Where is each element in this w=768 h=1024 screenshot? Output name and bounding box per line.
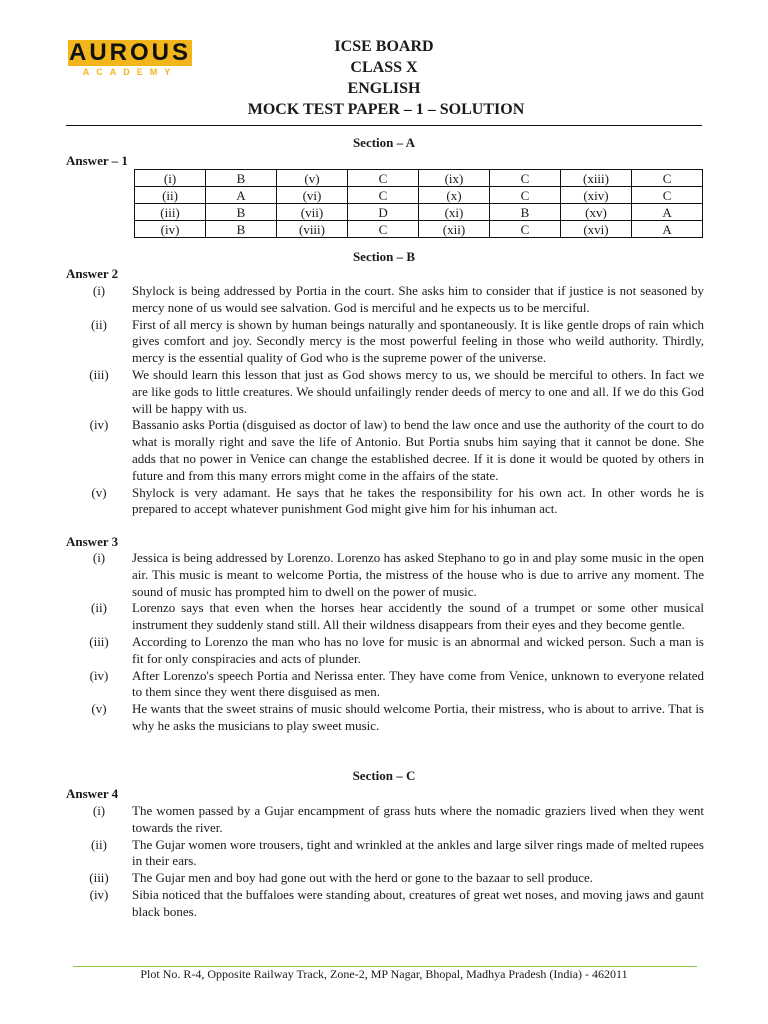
question-number-cell: (xii): [418, 221, 489, 238]
item-number: (v): [91, 701, 107, 717]
item-number: (iii): [89, 633, 109, 649]
answer-option-cell: C: [490, 221, 561, 238]
document-header: [0, 36, 768, 120]
answer-item: [66, 283, 704, 317]
answer-2-list: [66, 283, 704, 518]
question-number-cell: (xvi): [560, 221, 631, 238]
answer-option-cell: B: [490, 204, 561, 221]
header-divider: [66, 125, 702, 126]
answer-2-label: Answer 2: [66, 266, 119, 281]
item-text: He wants that the sweet strains of music should welcome Portia, their mistress, who is about to arrive. That is why he asks the musicians to play sweet music.: [132, 701, 704, 733]
answer-4-list: [66, 803, 704, 921]
item-text: Sibia noticed that the buffaloes were standing about, creatures of great wet noses, and moving jaws and gaunt black bones.: [132, 886, 704, 919]
answer-table-row: [135, 187, 703, 204]
item-number: (v): [91, 484, 107, 500]
answer-3-label: Answer 3: [66, 534, 119, 549]
answer-option-cell: C: [632, 170, 703, 187]
answer-option-cell: C: [490, 187, 561, 204]
item-text: The Gujar women wore trousers, tight and wrinkled at the ankles and large silver rings made of melted rupees in their ears.: [132, 836, 704, 869]
item-text: The Gujar men and boy had gone out with the herd or gone to the bazaar to sell produce.: [132, 870, 593, 886]
logo-subtitle: ACADEMY: [68, 66, 192, 78]
item-number: (i): [92, 550, 106, 565]
answer-option-cell: A: [206, 187, 277, 204]
answer-item: [66, 668, 704, 702]
item-number: (ii): [91, 600, 107, 616]
question-number-cell: (viii): [276, 221, 347, 238]
answer-item: [66, 870, 704, 887]
answer-option-cell: D: [348, 204, 419, 221]
logo-wordmark: AUROUS: [68, 39, 191, 66]
question-number-cell: (i): [135, 170, 206, 187]
item-text: Lorenzo says that even when the horses hear accidently the sound of a trumpet or some other musical instrument they suddenly stand still. All their wildness disappears from their eyes and they become gentle.: [132, 600, 704, 633]
item-text: The women passed by a Gujar encampment of grass huts where the nomadic graziers lived when they went towards the river.: [132, 803, 704, 835]
item-text: We should learn this lesson that just as God shows mercy to us, we should be merciful to others. In fact we are like gods to little creatures. We should unfailingly render deeds of mercy to one and all. If we do this God will be happy with us.: [132, 366, 704, 416]
item-number: (iv): [89, 886, 109, 902]
paper-title: MOCK TEST PAPER – 1 – SOLUTION: [247, 101, 525, 118]
question-number-cell: (xi): [418, 204, 489, 221]
question-number-cell: (iii): [135, 204, 206, 221]
question-number-cell: (xiv): [560, 187, 631, 204]
answer-table-row: [135, 204, 703, 221]
answer-item: [66, 600, 704, 634]
answer-item: [66, 417, 704, 484]
footer-address: Plot No. R-4, Opposite Railway Track, Zone-2, MP Nagar, Bhopal, Madhya Pradesh (India) - 462011: [140, 967, 628, 981]
item-number: (i): [92, 803, 106, 818]
subject-title: ENGLISH: [347, 80, 421, 97]
board-title: ICSE BOARD: [334, 38, 434, 55]
answer-table-row: [135, 170, 703, 187]
answer-option-cell: B: [206, 221, 277, 238]
item-text: Bassanio asks Portia (disguised as doctor of law) to bend the law once and use the authority of the court to do what is morally right and save the life of Antonio. But Portia snubs him saying that it cannot be done. She adds that no power in Venice can change the established decree. If it is done it would be quoted by others in future and from this many errors might come in the affairs of the state.: [132, 417, 704, 483]
answer-3-list: [66, 550, 704, 735]
answer-item: [66, 367, 704, 417]
section-c-title: Section – C: [352, 768, 416, 783]
item-number: (ii): [91, 836, 107, 852]
answer-item: [66, 317, 704, 367]
item-text: Shylock is very adamant. He says that he takes the responsibility for his own act. In other words he is prepared to accept whatever punishment God might give him for his inhuman act.: [132, 484, 704, 517]
item-number: (iv): [89, 667, 109, 683]
item-number: (iii): [89, 870, 109, 886]
answer-item: [66, 634, 704, 668]
answer-4-label: Answer 4: [66, 786, 119, 801]
item-text: Shylock is being addressed by Portia in the court. She asks him to consider that if justice is not seasoned by mercy none of us would see salvation. God is merciful and he expects us to be merciful.: [132, 283, 704, 315]
question-number-cell: (ii): [135, 187, 206, 204]
answer-1-label: Answer – 1: [66, 153, 128, 168]
answer-item: [66, 803, 704, 837]
item-number: (i): [92, 283, 106, 298]
item-number: (iv): [89, 417, 109, 433]
item-number: (iii): [89, 366, 109, 382]
item-text: After Lorenzo's speech Portia and Nerissa enter. They have come from Venice, unknown to everyone related to them since they went there disguised as men.: [132, 667, 704, 700]
class-title: CLASS X: [350, 59, 418, 76]
answer-option-cell: C: [348, 170, 419, 187]
answer-item: [66, 887, 704, 921]
item-text: According to Lorenzo the man who has no love for music is an abnormal and wicked person. Such a man is fit for only conspiracies and acts of plunder.: [132, 633, 704, 666]
answer-option-cell: A: [632, 221, 703, 238]
answer-option-cell: A: [632, 204, 703, 221]
question-number-cell: (x): [418, 187, 489, 204]
answer-option-cell: C: [632, 187, 703, 204]
question-number-cell: (iv): [135, 221, 206, 238]
answer-option-cell: C: [348, 187, 419, 204]
answer-option-cell: C: [490, 170, 561, 187]
item-text: Jessica is being addressed by Lorenzo. Lorenzo has asked Stephano to go in and play some music in the open air. This music is meant to welcome Portia, the mistress of the house who is due to arrive any moment. The sound of music has prompted him to dwell on the power of music.: [132, 550, 704, 599]
answer-item: [66, 550, 704, 600]
answer-option-cell: B: [206, 170, 277, 187]
answer-item: [66, 485, 704, 519]
question-number-cell: (ix): [418, 170, 489, 187]
question-number-cell: (v): [276, 170, 347, 187]
answer-table-row: [135, 221, 703, 238]
answer-item: [66, 837, 704, 871]
item-text: First of all mercy is shown by human beings naturally and spontaneously. It is like gentle drops of rain which gives comfort and joy. Secondly mercy is the most powerful feeling in those who weild authority. Thirdly, mercy is the essential quality of God who is the supreme power of the universe.: [132, 316, 704, 366]
answer-option-cell: C: [348, 221, 419, 238]
answer-option-cell: B: [206, 204, 277, 221]
section-b-title: Section – B: [352, 249, 416, 264]
question-number-cell: (vii): [276, 204, 347, 221]
item-number: (ii): [91, 316, 107, 332]
answer-item: [66, 701, 704, 735]
question-number-cell: (xiii): [560, 170, 631, 187]
answer-1-table: [134, 169, 703, 238]
question-number-cell: (xv): [560, 204, 631, 221]
question-number-cell: (vi): [276, 187, 347, 204]
section-a-title: Section – A: [352, 135, 416, 150]
